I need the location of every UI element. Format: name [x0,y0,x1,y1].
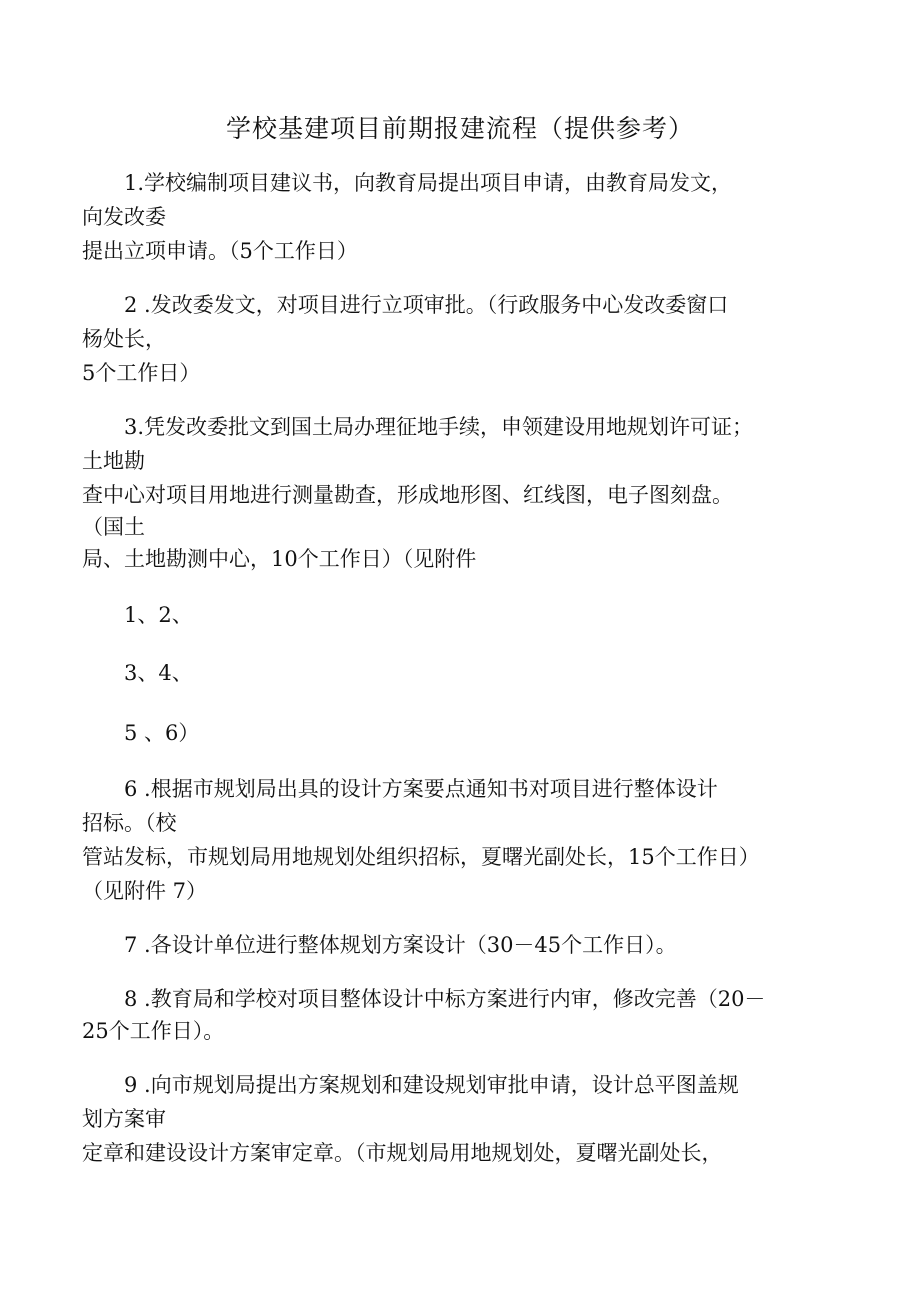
text-line: 7 .各设计单位进行整体规划方案设计（30－45个工作日）。 [124,933,677,957]
text-line: 提出立项申请。（5个工作日） [82,239,358,263]
text-line: 5个工作日） [82,361,201,385]
text-line: 管站发标，市规划局用地规划处组织招标，夏曙光副处长，15个工作日） [82,845,760,869]
text-line: 土地勘 [82,449,145,473]
document-title: 学校基建项目前期报建流程（提供参考） [225,114,694,143]
text-line: 招标。（校 [82,811,177,835]
text-line: 9 .向市规划局提出方案规划和建设规划审批申请，设计总平图盖规 [124,1073,739,1097]
text-line: 6 .根据市规划局出具的设计方案要点通知书对项目进行整体设计 [124,777,718,801]
text-line: 5 、6） [124,721,200,745]
text-line: 1、2、 [124,603,193,627]
text-line: 8 .教育局和学校对项目整体设计中标方案进行内审，修改完善（20－ [124,987,766,1011]
text-line: 查中心对项目用地进行测量勘查，形成地形图、红线图，电子图刻盘。 [82,483,733,507]
text-line: （国土 [82,515,145,539]
text-line: 3.凭发改委批文到国土局办理征地手续，申领建设用地规划许可证； [124,415,754,439]
text-line: 局、土地勘测中心，10个工作日）（见附件 [82,547,477,571]
text-line: 向发改委 [82,205,166,229]
text-line: （见附件 7） [82,879,208,903]
text-line: 1.学校编制项目建议书，向教育局提出项目申请，由教育局发文， [124,171,733,195]
text-line: 杨处长， [82,327,166,351]
text-line: 划方案审 [82,1107,166,1131]
text-line: 2 .发改委发文，对项目进行立项审批。（行政服务中心发改委窗口 [124,293,729,317]
text-line: 25个工作日）。 [82,1019,225,1043]
text-line: 3、4、 [124,661,193,685]
text-line: 定章和建设设计方案审定章。（市规划局用地规划处，夏曙光副处长， [82,1141,723,1165]
